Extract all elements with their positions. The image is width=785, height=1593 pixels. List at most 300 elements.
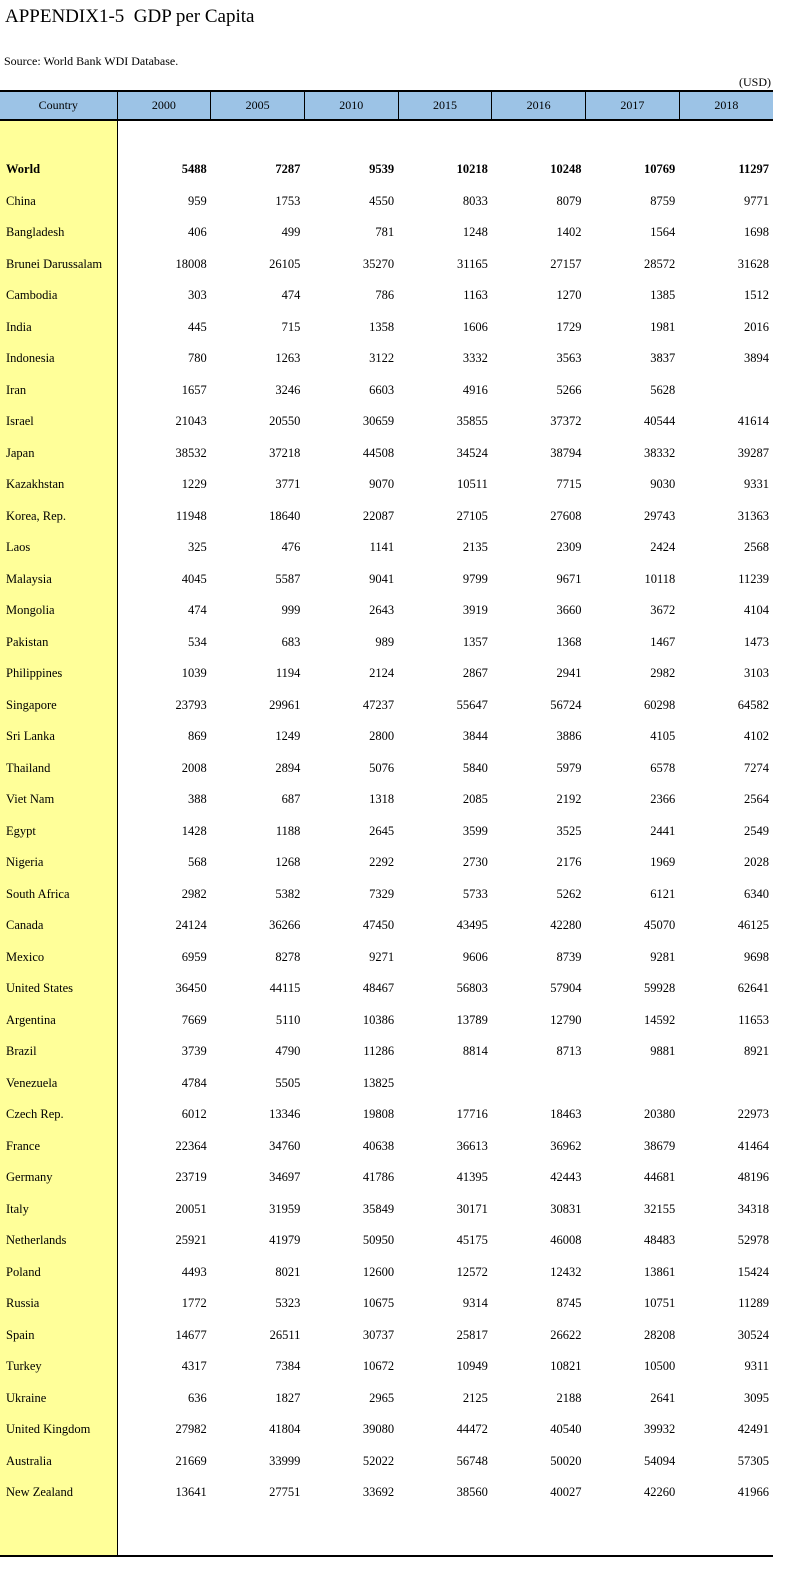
table-row	[0, 532, 773, 564]
value-cell: 2800	[369, 729, 395, 744]
value-cell: 50020	[550, 1453, 582, 1468]
value-cell: 22087	[362, 508, 395, 523]
country-cell: Korea, Rep.	[0, 501, 117, 533]
value-cell: 2643	[369, 603, 395, 618]
value-cell: 2135	[462, 540, 488, 555]
value-cell: 7329	[369, 886, 395, 901]
table-row	[0, 1068, 773, 1100]
value-cell	[398, 1068, 492, 1100]
value-cell: 1827	[275, 1390, 301, 1405]
value-cell: 8278	[275, 949, 301, 964]
value-cell: 781	[375, 225, 395, 240]
country-cell: United States	[0, 973, 117, 1005]
footer-cell	[492, 1509, 586, 1556]
table-row	[0, 1257, 773, 1289]
value-cell: 41966	[737, 1485, 769, 1500]
country-cell: New Zealand	[0, 1477, 117, 1509]
value-cell: 8021	[275, 1264, 301, 1279]
table-row	[0, 627, 773, 659]
table-row	[0, 1383, 773, 1415]
value-cell: 13825	[362, 1075, 395, 1090]
value-cell: 40544	[643, 414, 676, 429]
table-row	[0, 469, 773, 501]
country-cell: Netherlands	[0, 1225, 117, 1257]
value-cell: 3563	[556, 351, 582, 366]
value-cell: 1969	[650, 855, 676, 870]
value-cell: 24124	[175, 918, 207, 933]
value-cell: 8745	[556, 1296, 582, 1311]
table-row	[0, 721, 773, 753]
value-cell: 41464	[737, 1138, 769, 1153]
value-cell: 2982	[181, 886, 207, 901]
table-row	[0, 1446, 773, 1478]
value-cell: 19808	[362, 1107, 395, 1122]
value-cell: 4916	[462, 382, 488, 397]
value-cell: 5110	[275, 1012, 301, 1027]
value-cell: 474	[187, 603, 207, 618]
value-cell: 2730	[462, 855, 488, 870]
value-cell: 5840	[462, 760, 488, 775]
country-cell: Israel	[0, 406, 117, 438]
value-cell: 35849	[362, 1201, 395, 1216]
value-cell: 303	[187, 288, 207, 303]
country-cell: Canada	[0, 910, 117, 942]
value-cell: 1229	[181, 477, 207, 492]
value-cell: 23793	[175, 697, 207, 712]
value-cell: 27982	[175, 1422, 207, 1437]
value-cell: 869	[187, 729, 207, 744]
value-cell: 10511	[457, 477, 488, 492]
value-cell: 34524	[456, 445, 488, 460]
value-cell: 3525	[556, 823, 582, 838]
value-cell: 2549	[744, 823, 769, 838]
value-cell: 989	[375, 634, 395, 649]
table-row	[0, 1477, 773, 1509]
footer-cell	[398, 1509, 492, 1556]
value-cell: 2176	[556, 855, 582, 870]
country-cell: Czech Rep.	[0, 1099, 117, 1131]
value-cell: 1698	[744, 225, 769, 240]
value-cell: 2366	[650, 792, 676, 807]
value-cell: 8713	[556, 1044, 582, 1059]
value-cell: 28572	[643, 256, 676, 271]
value-cell: 44115	[269, 981, 301, 996]
value-cell: 7274	[744, 760, 769, 775]
country-cell: Mongolia	[0, 595, 117, 627]
value-cell: 14677	[175, 1327, 207, 1342]
table-row	[0, 690, 773, 722]
value-cell: 14592	[643, 1012, 676, 1027]
value-cell: 38794	[550, 445, 582, 460]
country-cell: United Kingdom	[0, 1414, 117, 1446]
table-row	[0, 564, 773, 596]
value-cell: 2441	[650, 823, 676, 838]
value-cell: 34760	[269, 1138, 301, 1153]
table-row	[0, 816, 773, 848]
country-cell: Mexico	[0, 942, 117, 974]
value-cell: 1163	[463, 288, 488, 303]
page-title: APPENDIX1-5 GDP per Capita	[5, 6, 255, 27]
value-cell: 4784	[181, 1075, 207, 1090]
value-cell: 11948	[175, 508, 207, 523]
value-cell: 9070	[369, 477, 395, 492]
value-cell: 37372	[550, 414, 582, 429]
value-cell: 388	[187, 792, 207, 807]
country-cell: France	[0, 1131, 117, 1163]
value-cell	[492, 1068, 586, 1100]
value-cell: 15424	[737, 1264, 769, 1279]
value-cell: 9539	[369, 162, 395, 177]
value-cell: 1141	[369, 540, 395, 555]
value-cell: 1368	[556, 634, 582, 649]
value-cell: 57904	[550, 981, 582, 996]
value-cell: 2641	[650, 1390, 676, 1405]
value-cell: 8759	[650, 193, 676, 208]
value-cell: 5382	[275, 886, 301, 901]
value-cell: 1657	[181, 382, 207, 397]
value-cell: 26105	[269, 256, 301, 271]
value-cell: 12600	[362, 1264, 395, 1279]
value-cell: 62641	[737, 981, 769, 996]
value-cell: 2309	[556, 540, 582, 555]
country-cell: China	[0, 186, 117, 218]
value-cell: 9606	[462, 949, 488, 964]
value-cell: 2564	[744, 792, 769, 807]
country-cell: Germany	[0, 1162, 117, 1194]
value-cell: 64582	[737, 697, 769, 712]
col-header-2000: 2000	[117, 91, 211, 120]
value-cell: 30659	[362, 414, 395, 429]
value-cell: 2894	[275, 760, 301, 775]
value-cell: 39932	[643, 1422, 676, 1437]
table-row	[0, 312, 773, 344]
value-cell: 39080	[362, 1422, 395, 1437]
value-cell: 11289	[738, 1296, 769, 1311]
value-cell: 48196	[737, 1170, 769, 1185]
col-header-2016: 2016	[492, 91, 586, 120]
value-cell: 2028	[744, 855, 769, 870]
table-footer-row	[0, 1509, 773, 1556]
footer-cell	[679, 1509, 773, 1556]
value-cell: 999	[281, 603, 301, 618]
value-cell: 45175	[456, 1233, 488, 1248]
value-cell: 1402	[556, 225, 582, 240]
value-cell: 1268	[275, 855, 301, 870]
footer-cell	[0, 1509, 117, 1556]
value-cell: 9281	[650, 949, 676, 964]
value-cell: 2188	[556, 1390, 582, 1405]
value-cell: 46008	[550, 1233, 582, 1248]
value-cell: 5323	[275, 1296, 301, 1311]
value-cell: 44681	[643, 1170, 676, 1185]
value-cell: 499	[281, 225, 301, 240]
value-cell: 5628	[650, 382, 676, 397]
table-header-row	[0, 91, 773, 120]
value-cell: 20051	[175, 1201, 207, 1216]
table-row	[0, 1351, 773, 1383]
country-cell: Spain	[0, 1320, 117, 1352]
value-cell: 8921	[744, 1044, 769, 1059]
value-cell: 57305	[737, 1453, 769, 1468]
value-cell: 13789	[456, 1012, 488, 1027]
table-row	[0, 280, 773, 312]
table-row	[0, 501, 773, 533]
value-cell: 18463	[550, 1107, 582, 1122]
value-cell: 41614	[737, 414, 769, 429]
value-cell: 37218	[269, 445, 301, 460]
value-cell: 44508	[362, 445, 395, 460]
value-cell: 3771	[275, 477, 301, 492]
value-cell: 3844	[462, 729, 488, 744]
table-row	[0, 1005, 773, 1037]
country-cell: Sri Lanka	[0, 721, 117, 753]
value-cell: 36613	[456, 1138, 488, 1153]
value-cell: 8739	[556, 949, 582, 964]
footer-cell	[117, 1509, 211, 1556]
table-row	[0, 1320, 773, 1352]
value-cell: 10386	[362, 1012, 395, 1027]
value-cell: 52022	[362, 1453, 395, 1468]
value-cell: 27157	[550, 256, 582, 271]
value-cell: 29961	[269, 697, 301, 712]
table-row	[0, 343, 773, 375]
table-row	[0, 1162, 773, 1194]
value-cell: 10500	[643, 1359, 676, 1374]
value-cell: 1357	[462, 634, 488, 649]
value-cell: 1248	[462, 225, 488, 240]
value-cell: 6340	[744, 886, 769, 901]
value-cell: 5076	[369, 760, 395, 775]
value-cell: 26511	[269, 1327, 301, 1342]
value-cell: 3886	[556, 729, 582, 744]
value-cell: 1753	[275, 193, 301, 208]
value-cell: 13346	[269, 1107, 301, 1122]
value-cell: 38560	[456, 1485, 488, 1500]
footer-cell	[586, 1509, 680, 1556]
value-cell: 683	[281, 634, 301, 649]
col-header-2005: 2005	[211, 91, 305, 120]
value-cell: 6603	[369, 382, 395, 397]
table-row	[0, 942, 773, 974]
value-cell: 36266	[269, 918, 301, 933]
country-cell: Indonesia	[0, 343, 117, 375]
country-cell: India	[0, 312, 117, 344]
value-cell: 2085	[462, 792, 488, 807]
value-cell: 46125	[737, 918, 769, 933]
source-note: Source: World Bank WDI Database.	[4, 54, 179, 68]
value-cell: 10821	[550, 1359, 582, 1374]
value-cell: 406	[187, 225, 207, 240]
value-cell: 3599	[462, 823, 488, 838]
value-cell: 56803	[456, 981, 488, 996]
value-cell: 9698	[744, 949, 769, 964]
table-row	[0, 910, 773, 942]
value-cell: 33692	[362, 1485, 395, 1500]
value-cell: 2568	[744, 540, 769, 555]
value-cell: 1729	[556, 319, 582, 334]
value-cell: 3246	[275, 382, 301, 397]
value-cell: 52978	[737, 1233, 769, 1248]
table-row	[0, 1414, 773, 1446]
value-cell: 5488	[181, 162, 207, 177]
value-cell: 30524	[737, 1327, 769, 1342]
value-cell: 9799	[462, 571, 488, 586]
value-cell: 1270	[556, 288, 582, 303]
col-header-2018: 2018	[679, 91, 773, 120]
value-cell: 25817	[456, 1327, 488, 1342]
value-cell: 11239	[738, 571, 769, 586]
value-cell: 1039	[181, 666, 207, 681]
country-cell: Laos	[0, 532, 117, 564]
value-cell: 6578	[650, 760, 676, 775]
value-cell: 2965	[369, 1390, 395, 1405]
table-row	[0, 595, 773, 627]
country-cell: Venezuela	[0, 1068, 117, 1100]
value-cell: 21669	[175, 1453, 207, 1468]
value-cell: 1194	[275, 666, 301, 681]
value-cell: 27751	[269, 1485, 301, 1500]
value-cell: 9030	[650, 477, 676, 492]
spacer-row	[0, 120, 773, 154]
value-cell: 41395	[456, 1170, 488, 1185]
value-cell: 6121	[650, 886, 676, 901]
value-cell: 48483	[643, 1233, 676, 1248]
value-cell: 2008	[181, 760, 207, 775]
table-body	[0, 120, 773, 1556]
value-cell: 1512	[744, 288, 769, 303]
value-cell: 1188	[275, 823, 301, 838]
value-cell: 22973	[737, 1107, 769, 1122]
value-cell: 34318	[737, 1201, 769, 1216]
value-cell: 48467	[362, 981, 395, 996]
table-row	[0, 879, 773, 911]
value-cell: 1981	[650, 319, 676, 334]
country-cell: Turkey	[0, 1351, 117, 1383]
value-cell: 4102	[744, 729, 769, 744]
value-cell: 2941	[556, 666, 582, 681]
country-cell: Italy	[0, 1194, 117, 1226]
value-cell: 38332	[643, 445, 676, 460]
value-cell: 17716	[456, 1107, 488, 1122]
value-cell	[586, 1068, 680, 1100]
value-cell: 6012	[181, 1107, 207, 1122]
value-cell: 4790	[275, 1044, 301, 1059]
value-cell: 7715	[556, 477, 582, 492]
value-cell: 28208	[643, 1327, 676, 1342]
value-cell: 1564	[650, 225, 676, 240]
footer-cell	[211, 1509, 305, 1556]
value-cell: 568	[187, 855, 207, 870]
value-cell: 2982	[650, 666, 676, 681]
value-cell: 3122	[369, 351, 395, 366]
value-cell: 38532	[175, 445, 207, 460]
value-cell: 687	[281, 792, 301, 807]
value-cell: 2292	[369, 855, 395, 870]
value-cell: 4104	[744, 603, 769, 618]
country-cell: Viet Nam	[0, 784, 117, 816]
value-cell: 474	[281, 288, 301, 303]
value-cell: 2124	[369, 666, 395, 681]
value-cell: 54094	[643, 1453, 676, 1468]
table-row	[0, 753, 773, 785]
value-cell: 33999	[269, 1453, 301, 1468]
value-cell: 18008	[175, 256, 207, 271]
value-cell: 2867	[462, 666, 488, 681]
value-cell: 42443	[550, 1170, 582, 1185]
value-cell: 11653	[738, 1012, 769, 1027]
table-row	[0, 1194, 773, 1226]
value-cell: 4105	[650, 729, 676, 744]
col-header-2010: 2010	[304, 91, 398, 120]
value-cell: 40638	[362, 1138, 395, 1153]
value-cell: 1428	[181, 823, 207, 838]
value-cell: 25921	[175, 1233, 207, 1248]
value-cell: 40540	[550, 1422, 582, 1437]
value-cell: 43495	[456, 918, 488, 933]
value-cell: 22364	[175, 1138, 207, 1153]
value-cell: 476	[281, 540, 301, 555]
value-cell: 786	[375, 288, 395, 303]
value-cell: 41979	[269, 1233, 301, 1248]
value-cell: 3095	[744, 1390, 769, 1405]
country-cell: Iran	[0, 375, 117, 407]
country-cell: South Africa	[0, 879, 117, 911]
col-header-2017: 2017	[586, 91, 680, 120]
value-cell: 7669	[181, 1012, 207, 1027]
value-cell: 27608	[550, 508, 582, 523]
country-cell: Poland	[0, 1257, 117, 1289]
value-cell: 8033	[462, 193, 488, 208]
value-cell: 1263	[275, 351, 301, 366]
value-cell: 11286	[363, 1044, 395, 1059]
value-cell: 9331	[744, 477, 769, 492]
value-cell: 1249	[275, 729, 301, 744]
value-cell: 31628	[737, 256, 769, 271]
value-cell: 11297	[738, 162, 769, 177]
value-cell: 38679	[643, 1138, 676, 1153]
value-cell: 2192	[556, 792, 582, 807]
country-cell: Thailand	[0, 753, 117, 785]
value-cell: 8814	[462, 1044, 488, 1059]
value-cell: 10769	[643, 162, 676, 177]
value-cell: 534	[187, 634, 207, 649]
unit-label: (USD)	[739, 75, 771, 89]
value-cell: 7287	[275, 162, 301, 177]
value-cell	[679, 375, 773, 407]
value-cell: 325	[187, 540, 207, 555]
value-cell: 8079	[556, 193, 582, 208]
country-cell: Nigeria	[0, 847, 117, 879]
value-cell: 60298	[643, 697, 676, 712]
value-cell: 445	[187, 319, 207, 334]
value-cell: 31363	[737, 508, 769, 523]
value-cell: 5979	[556, 760, 582, 775]
table-row	[0, 1225, 773, 1257]
value-cell: 56724	[550, 697, 582, 712]
country-cell: Kazakhstan	[0, 469, 117, 501]
value-cell: 47450	[362, 918, 395, 933]
table-row	[0, 406, 773, 438]
value-cell: 4493	[181, 1264, 207, 1279]
value-cell: 6959	[181, 949, 207, 964]
country-cell: Australia	[0, 1446, 117, 1478]
value-cell: 10218	[456, 162, 488, 177]
table-row	[0, 217, 773, 249]
country-cell: Ukraine	[0, 1383, 117, 1415]
value-cell: 21043	[175, 414, 207, 429]
value-cell: 780	[187, 351, 207, 366]
table-row	[0, 249, 773, 281]
